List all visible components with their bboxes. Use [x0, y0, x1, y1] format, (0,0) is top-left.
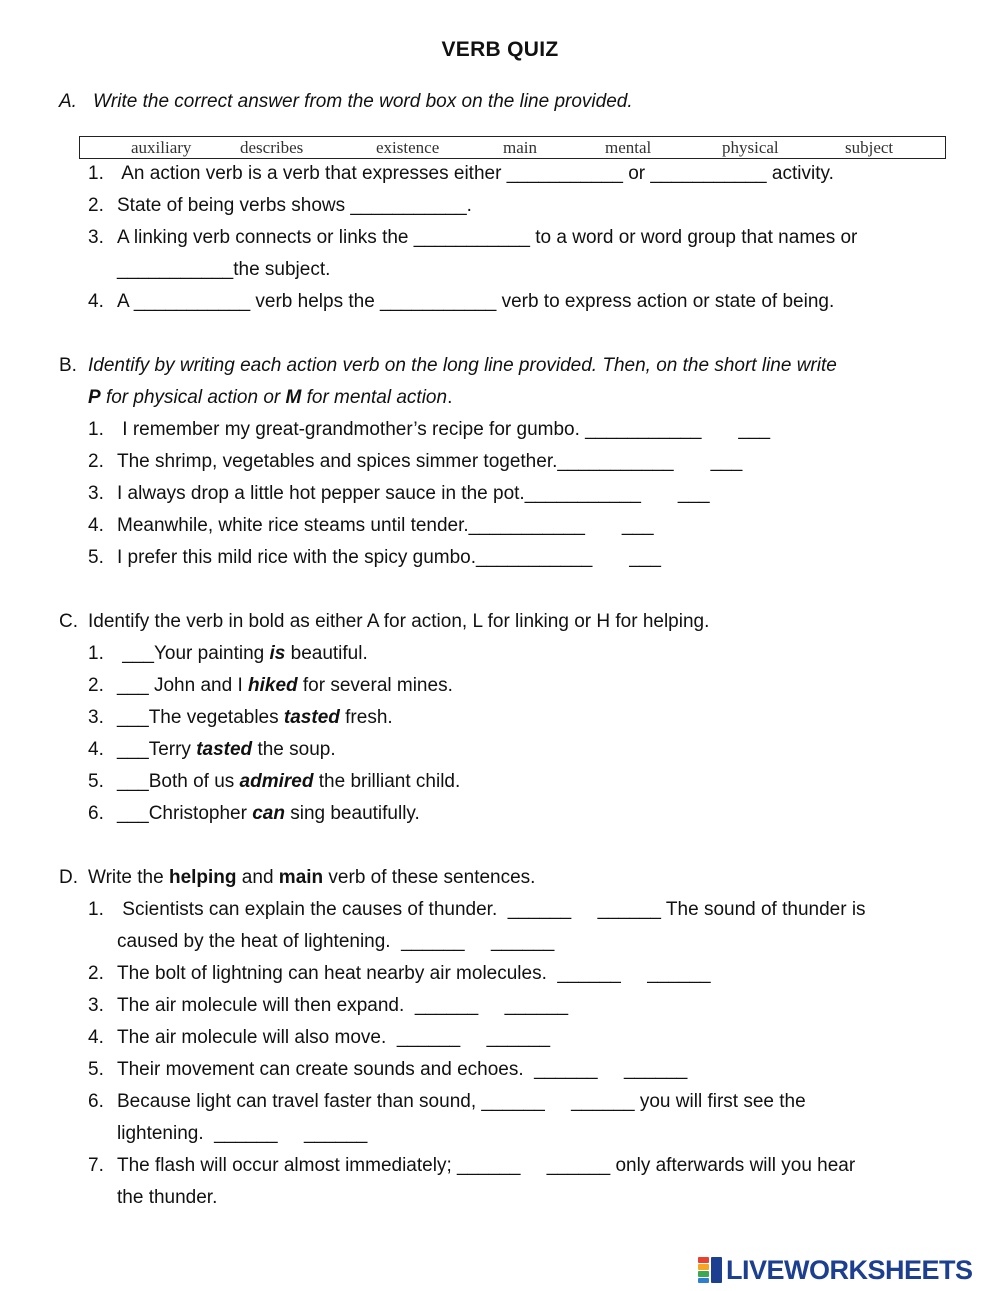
section-b-heading [59, 350, 939, 382]
item-continuation: ___________the subject. [117, 259, 331, 280]
item-number: 4. [88, 739, 104, 760]
item-text: Because light can travel faster than sound, ______ ______ you will first see the [117, 1091, 806, 1112]
word-box-item: describes [240, 138, 304, 157]
item-text: I prefer this mild rice with the spicy gumbo.___________ ___ [117, 547, 661, 568]
item-number: 3. [88, 483, 104, 504]
list-item [88, 958, 948, 990]
item-text: ___ John and I [117, 675, 248, 696]
word-box [79, 136, 946, 159]
item-number: 5. [88, 547, 104, 568]
item-text: Scientists can explain the causes of thunder. ______ ______ The sound of thunder is [117, 899, 866, 920]
item-number: 1. [88, 163, 104, 184]
item-text: State of being verbs shows ___________. [117, 195, 472, 216]
list-item [88, 734, 948, 766]
item-text: ___Terry [117, 739, 197, 760]
word-box-item: main [503, 138, 537, 157]
list-item [88, 222, 948, 254]
list-item [88, 510, 948, 542]
item-text: for several mines. [297, 675, 453, 696]
word-box-item: physical [722, 138, 779, 157]
list-item [88, 286, 948, 318]
list-item [88, 478, 948, 510]
item-continuation: the thunder. [117, 1187, 218, 1208]
instruction-text: Write the [88, 867, 169, 888]
instruction-text: . [447, 387, 453, 408]
section-b-instruction: Identify by writing each action verb on the long line provided. Then, on the short line write [88, 355, 837, 376]
item-number: 1. [88, 419, 104, 440]
item-number: 6. [88, 803, 104, 824]
instruction-text: for mental action [301, 387, 448, 408]
section-d-heading [59, 862, 939, 894]
item-text: A ___________ verb helps the ___________ verb to express action or state of being. [117, 291, 835, 312]
item-text: the brilliant child. [313, 771, 461, 792]
logo-icon [698, 1257, 722, 1283]
section-a-instruction: Write the correct answer from the word box on the line provided. [93, 91, 633, 112]
page-title: VERB QUIZ [441, 38, 559, 61]
item-text: ___Both of us [117, 771, 240, 792]
section-c-label: C. [59, 611, 78, 632]
list-item [88, 446, 948, 478]
item-number: 1. [88, 899, 104, 920]
item-text: The air molecule will also move. ______ ______ [117, 1027, 551, 1048]
word-box-item: existence [376, 138, 440, 157]
item-number: 5. [88, 771, 104, 792]
word-box-item: mental [605, 138, 652, 157]
item-text: ___Your painting [117, 643, 270, 664]
item-number: 4. [88, 291, 104, 312]
list-item [88, 766, 948, 798]
item-continuation: lightening. ______ ______ [117, 1123, 368, 1144]
section-b-instruction-cont [88, 382, 452, 414]
item-number: 6. [88, 1091, 104, 1112]
logo-text: LIVEWORKSHEETS [726, 1254, 973, 1285]
list-item [88, 414, 948, 446]
list-item [88, 798, 948, 830]
item-number: 3. [88, 707, 104, 728]
section-c-instruction: Identify the verb in bold as either A for action, L for linking or H for helping. [88, 611, 710, 632]
item-text: The flash will occur almost immediately; ______ ______ only afterwards will you hear [117, 1155, 856, 1176]
item-text: The shrimp, vegetables and spices simmer together.___________ ___ [117, 451, 743, 472]
list-item [88, 990, 948, 1022]
item-number: 2. [88, 963, 104, 984]
list-item [88, 190, 948, 222]
list-item [88, 1022, 948, 1054]
bold-letter: M [285, 387, 302, 408]
item-continuation: caused by the heat of lightening. ______ ______ [117, 931, 555, 952]
list-item [88, 158, 948, 190]
list-item [88, 702, 948, 734]
list-item [88, 638, 948, 670]
instruction-text: verb of these sentences. [323, 867, 536, 888]
bold-verb: hiked [248, 675, 298, 696]
item-number: 2. [88, 451, 104, 472]
item-text: A linking verb connects or links the ___________ to a word or word group that names or [117, 227, 858, 248]
item-text: the soup. [252, 739, 336, 760]
bold-verb: admired [239, 771, 314, 792]
section-a-heading [59, 86, 939, 118]
item-number: 5. [88, 1059, 104, 1080]
item-number: 2. [88, 195, 104, 216]
list-item [88, 670, 948, 702]
item-text: ___Christopher [117, 803, 253, 824]
item-text: I always drop a little hot pepper sauce in the pot.___________ ___ [117, 483, 710, 504]
item-text: fresh. [339, 707, 393, 728]
bold-verb: can [252, 803, 285, 824]
word-box-item: subject [845, 138, 894, 157]
liveworksheets-logo[interactable] [698, 1254, 973, 1286]
word-box-item: auxiliary [131, 138, 192, 157]
bold-verb: tasted [283, 707, 340, 728]
section-c-heading [59, 606, 939, 638]
section-b-label: B. [59, 355, 77, 376]
instruction-text: for physical action or [100, 387, 286, 408]
item-text: sing beautifully. [284, 803, 420, 824]
item-text: The air molecule will then expand. ______ ______ [117, 995, 569, 1016]
item-text: ___The vegetables [117, 707, 284, 728]
section-d-label: D. [59, 867, 78, 888]
item-text: beautiful. [285, 643, 368, 664]
item-number: 2. [88, 675, 104, 696]
item-number: 7. [88, 1155, 104, 1176]
item-text: I remember my great-grandmother’s recipe for gumbo. ___________ ___ [117, 419, 771, 440]
list-item [88, 542, 948, 574]
item-number: 1. [88, 643, 104, 664]
item-text: Their movement can create sounds and echoes. ______ ______ [117, 1059, 688, 1080]
list-item [88, 894, 948, 926]
item-number: 4. [88, 1027, 104, 1048]
bold-verb: tasted [196, 739, 253, 760]
item-text: An action verb is a verb that expresses either ___________ or ___________ activity. [117, 163, 834, 184]
item-number: 4. [88, 515, 104, 536]
instruction-text: and [236, 867, 279, 888]
instruction-bold: main [278, 867, 324, 888]
list-item [88, 1054, 948, 1086]
item-number: 3. [88, 995, 104, 1016]
list-item [88, 1086, 948, 1118]
item-text: The bolt of lightning can heat nearby air molecules. ______ ______ [117, 963, 711, 984]
instruction-bold: helping [168, 867, 237, 888]
section-a-label: A. [59, 91, 77, 112]
bold-verb: is [269, 643, 286, 664]
item-text: Meanwhile, white rice steams until tender.___________ ___ [117, 515, 654, 536]
list-item [88, 1150, 948, 1182]
bold-letter: P [88, 387, 101, 408]
item-number: 3. [88, 227, 104, 248]
